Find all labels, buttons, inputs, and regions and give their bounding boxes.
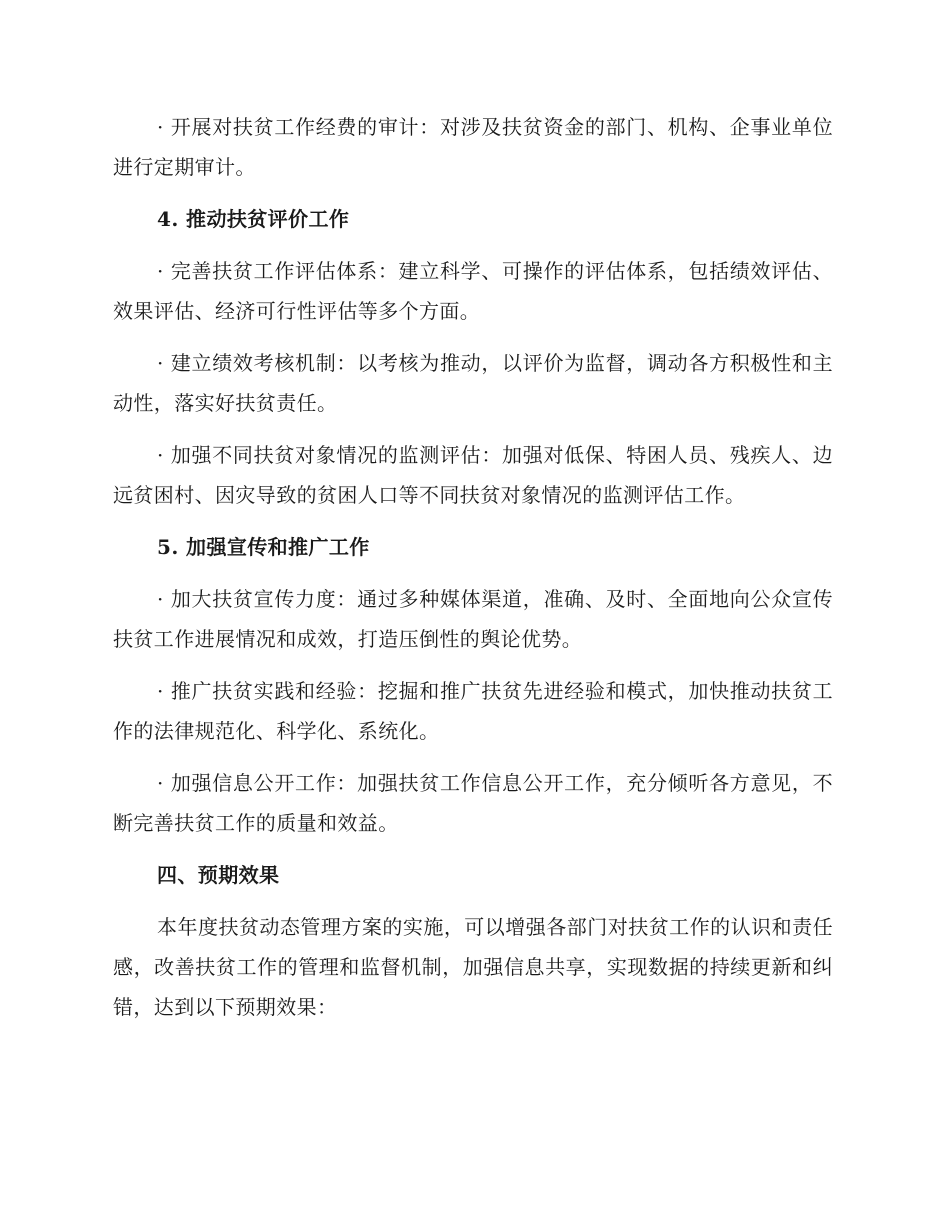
section-heading-expected-effects: 四、预期效果 xyxy=(157,863,280,887)
paragraph-expected-effects: 本年度扶贫动态管理方案的实施，可以增强各部门对扶贫工作的认识和责任感，改善扶贫工作的管理和监督机制，加强信息共享，实现数据的持续更新和纠错，达到以下预期效果： xyxy=(113,915,833,1019)
bullet-audit-funds: · 开展对扶贫工作经费的审计：对涉及扶贫资金的部门、机构、企事业单位进行定期审计。 xyxy=(113,115,833,179)
bullet-monitoring-evaluation: · 加强不同扶贫对象情况的监测评估：加强对低保、特困人员、残疾人、边远贫困村、因灾导致的贫困人口等不同扶贫对象情况的监测评估工作。 xyxy=(113,443,833,507)
bullet-evaluation-system: · 完善扶贫工作评估体系：建立科学、可操作的评估体系，包括绩效评估、效果评估、经济可行性评估等多个方面。 xyxy=(113,259,833,323)
bullet-performance-assessment: · 建立绩效考核机制：以考核为推动，以评价为监督，调动各方积极性和主动性，落实好扶贫责任。 xyxy=(113,351,833,415)
bullet-promote-practice: · 推广扶贫实践和经验：挖掘和推广扶贫先进经验和模式，加快推动扶贫工作的法律规范化、科学化、系统化。 xyxy=(113,679,833,743)
document-body xyxy=(113,107,833,1039)
bullet-information-disclosure: · 加强信息公开工作：加强扶贫工作信息公开工作，充分倾听各方意见，不断完善扶贫工作的质量和效益。 xyxy=(113,771,833,835)
section-heading-evaluation: 4. 推动扶贫评价工作 xyxy=(157,207,350,231)
section-heading-publicity: 5. 加强宣传和推广工作 xyxy=(157,535,370,559)
bullet-publicity-effort: · 加大扶贫宣传力度：通过多种媒体渠道，准确、及时、全面地向公众宣传扶贫工作进展情况和成效，打造压倒性的舆论优势。 xyxy=(113,587,833,651)
